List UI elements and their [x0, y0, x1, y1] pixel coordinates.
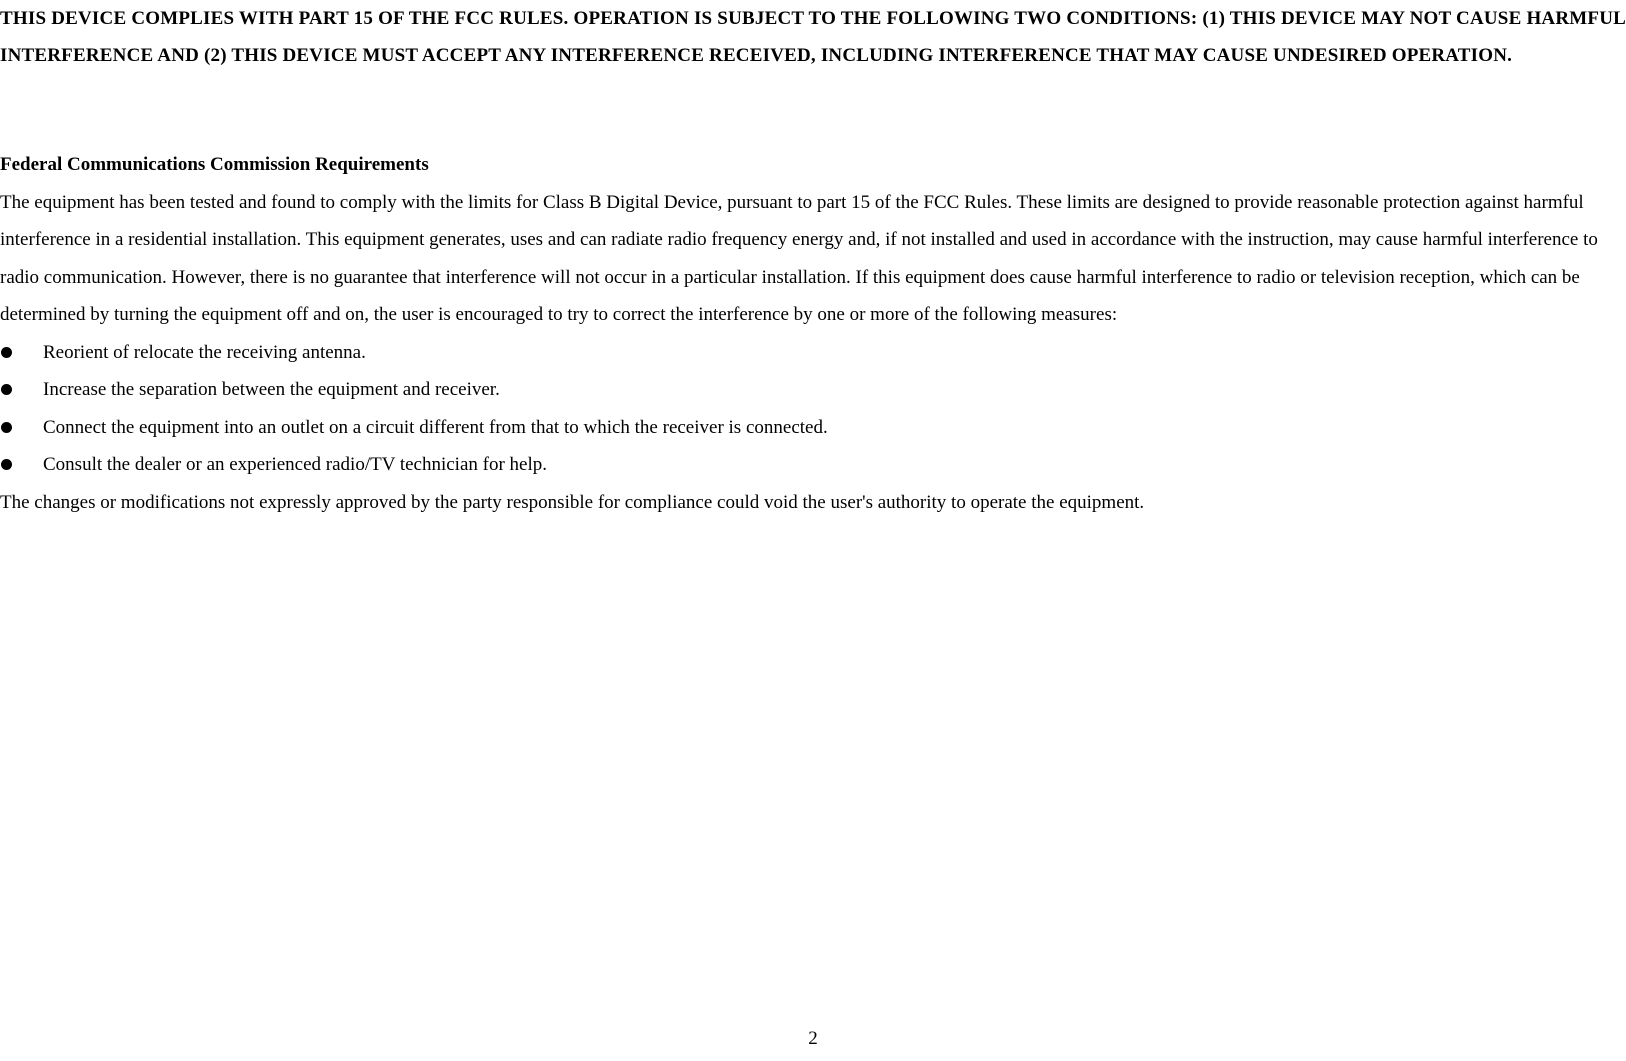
list-item-text: Connect the equipment into an outlet on a circuit different from that to which the receiver is connected.: [43, 416, 828, 438]
section-intro-paragraph: The equipment has been tested and found to comply with the limits for Class B Digital Device, pursuant to part 15 of the FCC Rules. These limits are designed to provide reasonable protection against harmful interference in a residential installation. This equipment generates, uses and can radiate radio frequency energy and, if not installed and used in accordance with the instruction, may cause harmful interference to radio communication. However, there is no guarantee that interference will not occur in a particular installation. If this equipment does cause harmful interference to radio or television reception, which can be determined by turning the equipment off and on, the user is encouraged to try to correct the interference by one or more of the following measures:: [0, 191, 1598, 325]
bullet-dot-icon: [1, 347, 12, 358]
list-item-text: Reorient of relocate the receiving antenna.: [43, 341, 366, 363]
list-item: [0, 409, 1626, 447]
closing-paragraph: The changes or modifications not expressly approved by the party responsible for compliance could void the user's authority to operate the equipment.: [0, 491, 1145, 513]
list-item-text: Consult the dealer or an experienced radio/TV technician for help.: [43, 454, 548, 475]
list-item-text: Increase the separation between the equipment and receiver.: [43, 379, 500, 400]
list-item: [0, 371, 1626, 409]
bullet-dot-icon: [1, 384, 12, 395]
list-item: [0, 334, 1626, 372]
page-number: 2: [808, 1028, 818, 1049]
fcc-compliance-warning: THIS DEVICE COMPLIES WITH PART 15 OF THE FCC RULES. OPERATION IS SUBJECT TO THE FOLLOWING TWO CONDITIONS: (1) THIS DEVICE MAY NOT CAUSE HARMFUL INTERFERENCE AND (2) THIS DEVICE MUST ACCEPT ANY INTERFERENCE RECEIVED, INCLUDING INTERFERENCE THAT MAY CAUSE UNDESIRED OPERATION.: [0, 8, 1626, 66]
bullet-dot-icon: [1, 459, 12, 470]
bullet-dot-icon: [1, 422, 12, 433]
section-title: Federal Communications Commission Requirements: [0, 154, 429, 175]
list-item: [0, 446, 1626, 484]
fcc-requirements-section: [0, 146, 1626, 521]
measures-list: [0, 334, 1626, 484]
